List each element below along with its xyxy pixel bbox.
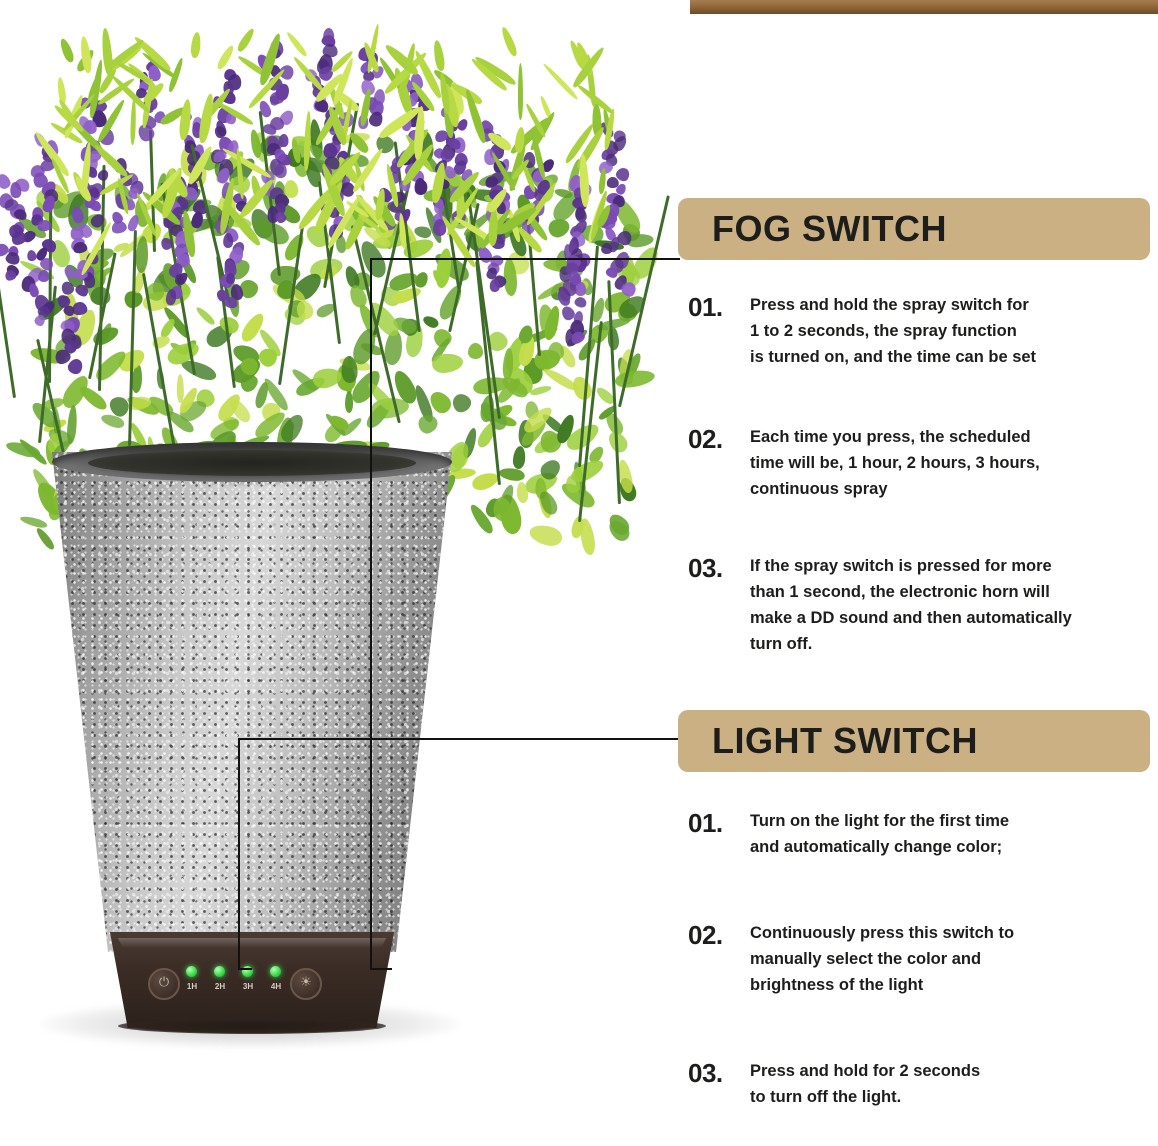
step-line: continuous spray	[750, 480, 888, 498]
plant-leaf	[546, 216, 572, 240]
led-indicator	[270, 966, 281, 977]
plant-leaf	[512, 445, 527, 469]
step-line: Press and hold for 2 seconds	[750, 1062, 981, 1080]
section-title: LIGHT SWITCH	[712, 720, 978, 761]
step-line: make a DD sound and then automatically	[750, 609, 1072, 627]
plant-leaf	[468, 343, 483, 359]
section-header-light-switch	[678, 710, 1150, 772]
step-text	[750, 920, 1014, 998]
fog-step-03	[688, 553, 1148, 657]
instructions-panel	[660, 0, 1158, 1146]
plant-leaf	[578, 517, 597, 556]
fog-step-01	[688, 292, 1138, 370]
pot-rim-inner	[88, 450, 416, 476]
lavender-floret	[26, 249, 37, 261]
step-line: brightness of the light	[750, 976, 924, 994]
lavender-floret	[573, 296, 588, 310]
plant-leaf	[194, 305, 217, 327]
plant-leaf	[499, 467, 527, 483]
device-base-highlight	[112, 938, 392, 948]
step-text	[750, 1058, 980, 1110]
fog-switch-button[interactable]	[148, 968, 180, 1000]
plant-leaf	[421, 314, 440, 330]
plant-blade	[58, 37, 76, 64]
light-step-02	[688, 920, 1138, 998]
lavender-floret	[489, 279, 500, 292]
step-text	[750, 553, 1072, 657]
lavender-floret	[110, 220, 127, 235]
step-line: and automatically change color;	[750, 838, 1003, 856]
light-icon: ☀	[300, 974, 312, 989]
step-number: 01.	[688, 808, 723, 838]
plant-leaf	[19, 514, 48, 529]
step-text	[750, 424, 1040, 502]
step-line: manually select the color and	[750, 950, 982, 968]
step-line: Continuously press this switch to	[750, 924, 1015, 942]
plant-leaf	[527, 523, 563, 549]
plant-stem	[128, 230, 137, 446]
step-text	[750, 808, 1009, 860]
light-leader-vertical	[238, 738, 240, 970]
plant-leaf	[345, 391, 353, 413]
plant-blade	[130, 98, 137, 145]
led-indicator	[214, 966, 225, 977]
step-line: time will be, 1 hour, 2 hours, 3 hours,	[750, 454, 1040, 472]
plant-blade	[215, 44, 235, 71]
section-header-fog-switch	[678, 198, 1150, 260]
fog-leader-foot	[370, 968, 392, 970]
light-step-01	[688, 808, 1138, 860]
step-number: 03.	[688, 553, 723, 583]
plant-blade	[518, 63, 523, 120]
lavender-floret	[175, 274, 184, 285]
section-title: FOG SWITCH	[712, 208, 947, 249]
plant-stem	[475, 261, 501, 485]
lavender-floret	[38, 270, 49, 282]
timer-led-row	[186, 966, 296, 1000]
light-leader-foot	[238, 968, 252, 970]
timer-label-4h: 4H	[270, 982, 282, 991]
pot-texture	[52, 452, 452, 952]
fog-leader-horizontal	[370, 258, 680, 260]
lavender-floret	[96, 168, 109, 182]
step-number: 01.	[688, 292, 723, 322]
step-line: than 1 second, the electronic horn will	[750, 583, 1050, 601]
step-number: 03.	[688, 1058, 723, 1088]
plant-leaf	[548, 341, 565, 359]
pot-body	[52, 452, 452, 952]
step-line: Each time you press, the scheduled	[750, 428, 1031, 446]
step-line: Turn on the light for the first time	[750, 812, 1010, 830]
plant-leaf	[449, 390, 474, 415]
led-indicator	[186, 966, 197, 977]
plant-leaf	[432, 352, 465, 374]
step-line: is turned on, and the time can be set	[750, 348, 1037, 366]
plant-leaf	[66, 405, 78, 445]
step-number: 02.	[688, 920, 723, 950]
fog-step-02	[688, 424, 1138, 502]
stone-planter-pot	[52, 452, 452, 1032]
artificial-plant	[0, 0, 690, 500]
light-leader-horizontal	[238, 738, 680, 740]
plant-blade	[235, 27, 255, 53]
plant-blade	[190, 32, 202, 59]
light-step-03	[688, 1058, 1138, 1110]
power-icon: ⏻	[158, 974, 170, 989]
timer-label-1h: 1H	[186, 982, 198, 991]
plant-leaf	[416, 412, 440, 435]
step-line: If the spray switch is pressed for more	[750, 557, 1052, 575]
plant-blade	[433, 40, 446, 72]
device-foot	[118, 1018, 386, 1034]
step-line: Press and hold the spray switch for	[750, 296, 1029, 314]
step-text	[750, 292, 1036, 370]
timer-label-3h: 3H	[242, 982, 254, 991]
lavender-floret	[601, 243, 612, 255]
plant-blade	[285, 31, 308, 58]
timer-label-2h: 2H	[214, 982, 226, 991]
step-line: 1 to 2 seconds, the spray function	[750, 322, 1017, 340]
step-line: to turn off the light.	[750, 1088, 902, 1106]
step-number: 02.	[688, 424, 723, 454]
fog-leader-vertical	[370, 258, 372, 970]
step-line: turn off.	[750, 635, 813, 653]
plant-blade	[500, 26, 519, 57]
